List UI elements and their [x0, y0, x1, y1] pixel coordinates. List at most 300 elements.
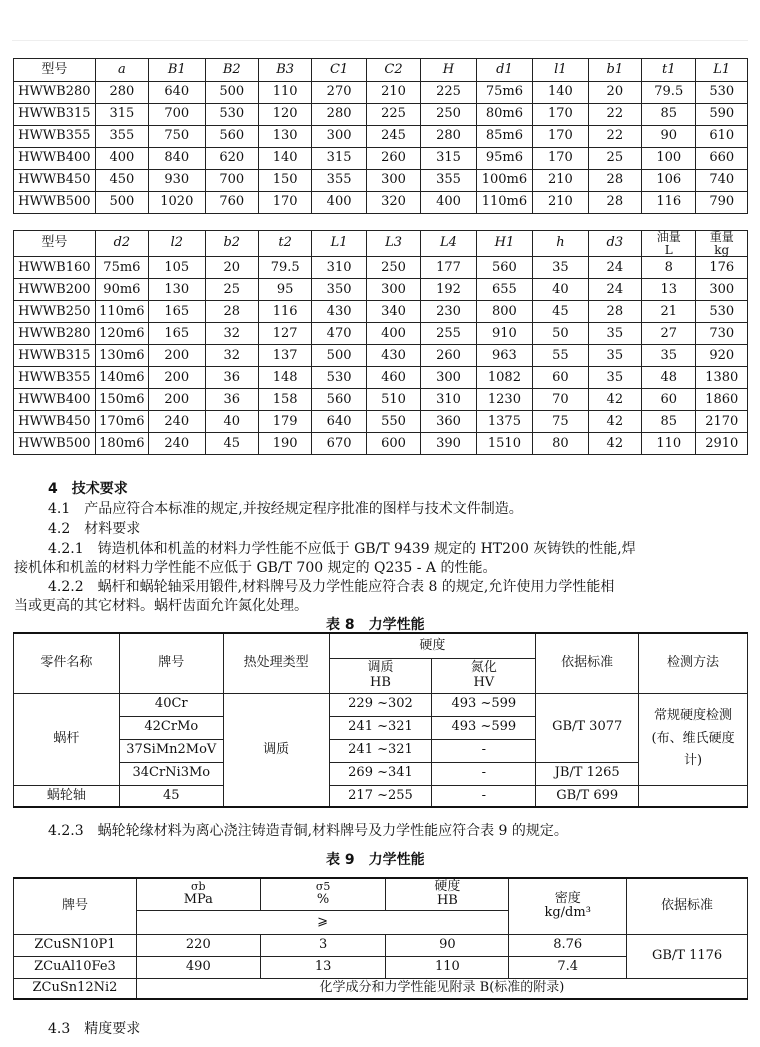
value-cell: 21	[642, 301, 696, 323]
value-cell: 260	[421, 345, 476, 367]
value-cell: 260	[366, 148, 420, 170]
value-cell: 140	[258, 148, 311, 170]
standard-cell: GB/T 1176	[627, 934, 748, 978]
grade-cell: ZCuSn12Ni2	[14, 978, 137, 999]
value-cell: 1860	[696, 389, 748, 411]
table-row	[14, 82, 748, 104]
value-cell: 610	[696, 126, 748, 148]
hb-cell: 217 ~255	[329, 785, 432, 807]
value-cell: 300	[366, 279, 420, 301]
model-cell: HWWB450	[14, 170, 96, 192]
mechanical-properties-table-8	[13, 632, 748, 808]
dimension-table-a	[13, 58, 748, 214]
value-cell: 1375	[476, 411, 532, 433]
value-cell: 137	[258, 345, 311, 367]
column-header: b2	[205, 231, 258, 257]
value-cell: 700	[149, 104, 205, 126]
density-cell: 7.4	[509, 956, 627, 978]
heat-treatment-cell: 调质	[223, 693, 329, 807]
top-rule	[12, 40, 748, 41]
table-row	[14, 170, 748, 192]
value-cell: 210	[533, 170, 588, 192]
value-cell: 655	[476, 279, 532, 301]
model-cell: HWWB315	[14, 345, 96, 367]
value-cell: 560	[312, 389, 366, 411]
section-4-2-1-line1: 4.2.1 铸造机体和机盖的材料力学性能不应低于 GB/T 9439 规定的 HT200 灰铸铁的性能,焊	[48, 541, 636, 557]
value-cell: 660	[696, 148, 748, 170]
value-cell: 79.5	[642, 82, 696, 104]
value-cell: 315	[421, 148, 476, 170]
value-cell: 80m6	[476, 104, 532, 126]
model-cell: HWWB250	[14, 301, 96, 323]
model-cell: HWWB315	[14, 104, 96, 126]
value-cell: 400	[312, 192, 366, 214]
value-cell: 22	[588, 126, 641, 148]
value-cell: 1020	[149, 192, 205, 214]
column-header: 重量 kg	[696, 231, 748, 257]
value-cell: 355	[421, 170, 476, 192]
value-cell: 300	[366, 170, 420, 192]
standard-cell: GB/T 699	[536, 785, 639, 807]
value-cell: 25	[588, 148, 641, 170]
value-cell: 170	[533, 104, 588, 126]
value-cell: 110m6	[476, 192, 532, 214]
value-cell: 27	[642, 323, 696, 345]
value-cell: 85	[642, 411, 696, 433]
table-row	[14, 104, 748, 126]
section-4-3: 4.3 精度要求	[48, 1021, 141, 1037]
hv-cell: -	[432, 739, 536, 762]
column-header: 油量 L	[642, 231, 696, 257]
value-cell: 120	[258, 104, 311, 126]
value-cell: 320	[366, 192, 420, 214]
value-cell: 730	[696, 323, 748, 345]
column-header: C1	[312, 59, 366, 82]
part-worm-shaft: 蜗轮轴	[14, 785, 120, 807]
model-cell: HWWB400	[14, 389, 96, 411]
tensile-cell: 220	[136, 934, 260, 956]
value-cell: 300	[696, 279, 748, 301]
table-9-caption: 表 9 力学性能	[326, 852, 425, 868]
value-cell: 560	[476, 257, 532, 279]
value-cell: 100	[642, 148, 696, 170]
column-header: d1	[476, 59, 532, 82]
value-cell: 430	[312, 301, 366, 323]
model-cell: HWWB500	[14, 433, 96, 455]
value-cell: 170	[258, 192, 311, 214]
value-cell: 200	[149, 345, 205, 367]
value-cell: 760	[205, 192, 258, 214]
grade-cell: 40Cr	[119, 693, 223, 716]
value-cell: 116	[258, 301, 311, 323]
value-cell: 75m6	[95, 257, 148, 279]
value-cell: 148	[258, 367, 311, 389]
value-cell: 750	[149, 126, 205, 148]
table-row	[14, 411, 748, 433]
value-cell: 40	[533, 279, 588, 301]
value-cell: 90m6	[95, 279, 148, 301]
value-cell: 240	[149, 411, 205, 433]
column-header: b1	[588, 59, 641, 82]
value-cell: 42	[588, 433, 641, 455]
density-cell: 8.76	[509, 934, 627, 956]
value-cell: 790	[696, 192, 748, 214]
column-header: l2	[149, 231, 205, 257]
value-cell: 45	[205, 433, 258, 455]
column-header: L1	[696, 59, 748, 82]
value-cell: 1380	[696, 367, 748, 389]
model-cell: HWWB400	[14, 148, 96, 170]
value-cell: 2910	[696, 433, 748, 455]
value-cell: 40	[205, 411, 258, 433]
column-header: H	[421, 59, 476, 82]
column-header: t1	[642, 59, 696, 82]
value-cell: 170m6	[95, 411, 148, 433]
value-cell: 110	[642, 433, 696, 455]
table-row	[14, 148, 748, 170]
test-method-cell: 常规硬度检测(布、维氏硬度计)	[639, 693, 748, 785]
section-4-2-2-line1: 4.2.2 蜗杆和蜗轮轴采用锻件,材料牌号及力学性能应符合表 8 的规定,允许使用力学性能相	[48, 579, 615, 595]
column-header: B3	[258, 59, 311, 82]
value-cell: 35	[588, 367, 641, 389]
hardness-cell: 90	[386, 934, 509, 956]
model-cell: HWWB160	[14, 257, 96, 279]
value-cell: 200	[149, 367, 205, 389]
header-grade: 牌号	[119, 633, 223, 693]
table-row	[14, 301, 748, 323]
test-method-empty	[639, 785, 748, 807]
value-cell: 50	[533, 323, 588, 345]
table-row	[14, 389, 748, 411]
value-cell: 800	[476, 301, 532, 323]
value-cell: 620	[205, 148, 258, 170]
value-cell: 600	[366, 433, 420, 455]
value-cell: 165	[149, 301, 205, 323]
hv-cell: -	[432, 762, 536, 785]
value-cell: 90	[642, 126, 696, 148]
value-cell: 355	[95, 126, 148, 148]
hb-cell: 269 ~341	[329, 762, 432, 785]
grade-cell: 45	[119, 785, 223, 807]
value-cell: 110	[258, 82, 311, 104]
table-row	[14, 367, 748, 389]
column-header: L1	[312, 231, 366, 257]
table-row	[14, 345, 748, 367]
value-cell: 106	[642, 170, 696, 192]
tensile-cell: 490	[136, 956, 260, 978]
value-cell: 920	[696, 345, 748, 367]
value-cell: 170	[533, 126, 588, 148]
value-cell: 460	[366, 367, 420, 389]
standard-cell: GB/T 3077	[536, 693, 639, 762]
value-cell: 158	[258, 389, 311, 411]
value-cell: 95m6	[476, 148, 532, 170]
model-cell: HWWB355	[14, 126, 96, 148]
value-cell: 963	[476, 345, 532, 367]
section-4-1: 4.1 产品应符合本标准的规定,并按经规定程序批准的图样与技术文件制造。	[48, 501, 523, 517]
value-cell: 25	[205, 279, 258, 301]
table-row	[14, 126, 748, 148]
column-header: B2	[205, 59, 258, 82]
value-cell: 550	[366, 411, 420, 433]
model-cell: HWWB500	[14, 192, 96, 214]
value-cell: 400	[421, 192, 476, 214]
value-cell: 640	[149, 82, 205, 104]
mechanical-properties-table-9	[13, 877, 748, 1000]
elongation-cell: 13	[260, 956, 386, 978]
value-cell: 315	[312, 148, 366, 170]
hardness-cell: 110	[386, 956, 509, 978]
value-cell: 130	[258, 126, 311, 148]
value-cell: 28	[205, 301, 258, 323]
model-cell: HWWB200	[14, 279, 96, 301]
value-cell: 22	[588, 104, 641, 126]
elongation-cell: 3	[260, 934, 386, 956]
hb-cell: 229 ~302	[329, 693, 432, 716]
value-cell: 470	[312, 323, 366, 345]
table-row	[14, 323, 748, 345]
value-cell: 640	[312, 411, 366, 433]
header-elongation: σ5 %	[260, 878, 386, 910]
value-cell: 95	[258, 279, 311, 301]
value-cell: 670	[312, 433, 366, 455]
value-cell: 28	[588, 301, 641, 323]
value-cell: 100m6	[476, 170, 532, 192]
header-standard: 依据标准	[536, 633, 639, 693]
value-cell: 150m6	[95, 389, 148, 411]
table-row	[14, 257, 748, 279]
hb-cell: 241 ~321	[329, 716, 432, 739]
value-cell: 530	[312, 367, 366, 389]
value-cell: 140m6	[95, 367, 148, 389]
column-header: d3	[588, 231, 641, 257]
value-cell: 240	[149, 433, 205, 455]
value-cell: 500	[95, 192, 148, 214]
hv-cell: 493 ~599	[432, 716, 536, 739]
value-cell: 35	[588, 323, 641, 345]
value-cell: 500	[312, 345, 366, 367]
value-cell: 130m6	[95, 345, 148, 367]
table-row	[14, 433, 748, 455]
value-cell: 300	[312, 126, 366, 148]
value-cell: 530	[696, 301, 748, 323]
value-cell: 355	[312, 170, 366, 192]
value-cell: 225	[366, 104, 420, 126]
grade-cell: 42CrMo	[119, 716, 223, 739]
section-4-2-3: 4.2.3 蜗轮轮缘材料为离心浇注铸造青铜,材料牌号及力学性能应符合表 9 的规定。	[48, 823, 568, 839]
table-row	[14, 279, 748, 301]
model-cell: HWWB280	[14, 82, 96, 104]
value-cell: 85	[642, 104, 696, 126]
value-cell: 42	[588, 411, 641, 433]
value-cell: 340	[366, 301, 420, 323]
value-cell: 700	[205, 170, 258, 192]
value-cell: 35	[533, 257, 588, 279]
value-cell: 48	[642, 367, 696, 389]
value-cell: 20	[588, 82, 641, 104]
value-cell: 270	[312, 82, 366, 104]
value-cell: 55	[533, 345, 588, 367]
value-cell: 500	[205, 82, 258, 104]
value-cell: 1510	[476, 433, 532, 455]
note-cell: 化学成分和力学性能见附录 B(标准的附录)	[136, 978, 747, 999]
value-cell: 79.5	[258, 257, 311, 279]
value-cell: 42	[588, 389, 641, 411]
value-cell: 560	[205, 126, 258, 148]
grade-cell: ZCuAl10Fe3	[14, 956, 137, 978]
header-tensile: σb MPa	[136, 878, 260, 910]
value-cell: 225	[421, 82, 476, 104]
value-cell: 8	[642, 257, 696, 279]
value-cell: 20	[205, 257, 258, 279]
value-cell: 36	[205, 367, 258, 389]
header-standard: 依据标准	[627, 878, 748, 934]
header-grade: 牌号	[14, 878, 137, 934]
value-cell: 210	[366, 82, 420, 104]
value-cell: 85m6	[476, 126, 532, 148]
value-cell: 740	[696, 170, 748, 192]
section-4-2-2-line2: 当或更高的其它材料。蜗杆齿面允许氮化处理。	[14, 598, 308, 614]
column-header: d2	[95, 231, 148, 257]
value-cell: 60	[533, 367, 588, 389]
value-cell: 70	[533, 389, 588, 411]
value-cell: 35	[642, 345, 696, 367]
value-cell: 390	[421, 433, 476, 455]
value-cell: 230	[421, 301, 476, 323]
header-heat-treatment: 热处理类型	[223, 633, 329, 693]
value-cell: 179	[258, 411, 311, 433]
header-part-name: 零件名称	[14, 633, 120, 693]
hv-cell: 493 ~599	[432, 693, 536, 716]
value-cell: 300	[421, 367, 476, 389]
value-cell: 350	[312, 279, 366, 301]
dimension-table-b	[13, 230, 748, 455]
column-header: L4	[421, 231, 476, 257]
value-cell: 177	[421, 257, 476, 279]
value-cell: 360	[421, 411, 476, 433]
value-cell: 45	[533, 301, 588, 323]
value-cell: 13	[642, 279, 696, 301]
value-cell: 250	[421, 104, 476, 126]
value-cell: 280	[421, 126, 476, 148]
value-cell: 530	[696, 82, 748, 104]
value-cell: 120m6	[95, 323, 148, 345]
section-4-2-1-line2: 接机体和机盖的材料力学性能不应低于 GB/T 700 规定的 Q235 - A 的性能。	[14, 560, 497, 576]
value-cell: 930	[149, 170, 205, 192]
value-cell: 400	[366, 323, 420, 345]
model-cell: HWWB450	[14, 411, 96, 433]
value-cell: 32	[205, 345, 258, 367]
value-cell: 510	[366, 389, 420, 411]
value-cell: 310	[421, 389, 476, 411]
value-cell: 530	[205, 104, 258, 126]
grade-cell: ZCuSN10P1	[14, 934, 137, 956]
value-cell: 255	[421, 323, 476, 345]
header-test-method: 检测方法	[639, 633, 748, 693]
value-cell: 590	[696, 104, 748, 126]
value-cell: 192	[421, 279, 476, 301]
value-cell: 1230	[476, 389, 532, 411]
value-cell: 430	[366, 345, 420, 367]
header-hardness: 硬度 HB	[386, 878, 509, 910]
value-cell: 170	[533, 148, 588, 170]
model-cell: HWWB355	[14, 367, 96, 389]
value-cell: 280	[312, 104, 366, 126]
value-cell: 150	[258, 170, 311, 192]
table-8-caption: 表 8 力学性能	[326, 617, 425, 633]
value-cell: 36	[205, 389, 258, 411]
value-cell: 130	[149, 279, 205, 301]
column-header: t2	[258, 231, 311, 257]
column-header: l1	[533, 59, 588, 82]
value-cell: 35	[588, 345, 641, 367]
model-cell: HWWB280	[14, 323, 96, 345]
value-cell: 450	[95, 170, 148, 192]
value-cell: 400	[95, 148, 148, 170]
section-4-heading: 4 技术要求	[48, 481, 128, 497]
value-cell: 176	[696, 257, 748, 279]
value-cell: 80	[533, 433, 588, 455]
value-cell: 116	[642, 192, 696, 214]
value-cell: 2170	[696, 411, 748, 433]
column-header: 型号	[14, 231, 96, 257]
column-header: B1	[149, 59, 205, 82]
header-hv: 氮化 HV	[432, 658, 536, 693]
hv-cell: -	[432, 785, 536, 807]
header-hardness: 硬度	[329, 633, 536, 658]
value-cell: 75m6	[476, 82, 532, 104]
value-cell: 32	[205, 323, 258, 345]
header-density: 密度 kg/dm³	[509, 878, 627, 934]
grade-cell: 37SiMn2MoV	[119, 739, 223, 762]
header-hb: 调质 HB	[329, 658, 432, 693]
value-cell: 190	[258, 433, 311, 455]
value-cell: 840	[149, 148, 205, 170]
value-cell: 28	[588, 192, 641, 214]
value-cell: 250	[366, 257, 420, 279]
value-cell: 315	[95, 104, 148, 126]
value-cell: 24	[588, 257, 641, 279]
column-header: H1	[476, 231, 532, 257]
value-cell: 28	[588, 170, 641, 192]
value-cell: 310	[312, 257, 366, 279]
value-cell: 60	[642, 389, 696, 411]
column-header: L3	[366, 231, 420, 257]
value-cell: 200	[149, 389, 205, 411]
part-worm: 蜗杆	[14, 693, 120, 785]
standard-cell: JB/T 1265	[536, 762, 639, 785]
value-cell: 140	[533, 82, 588, 104]
value-cell: 245	[366, 126, 420, 148]
value-cell: 75	[533, 411, 588, 433]
value-cell: 165	[149, 323, 205, 345]
value-cell: 280	[95, 82, 148, 104]
value-cell: 210	[533, 192, 588, 214]
grade-cell: 34CrNi3Mo	[119, 762, 223, 785]
value-cell: 105	[149, 257, 205, 279]
value-cell: 180m6	[95, 433, 148, 455]
value-cell: 127	[258, 323, 311, 345]
column-header: 型号	[14, 59, 96, 82]
header-min-symbol: ⩾	[136, 910, 508, 934]
column-header: a	[95, 59, 148, 82]
value-cell: 24	[588, 279, 641, 301]
value-cell: 910	[476, 323, 532, 345]
value-cell: 1082	[476, 367, 532, 389]
value-cell: 110m6	[95, 301, 148, 323]
hb-cell: 241 ~321	[329, 739, 432, 762]
column-header: h	[533, 231, 588, 257]
